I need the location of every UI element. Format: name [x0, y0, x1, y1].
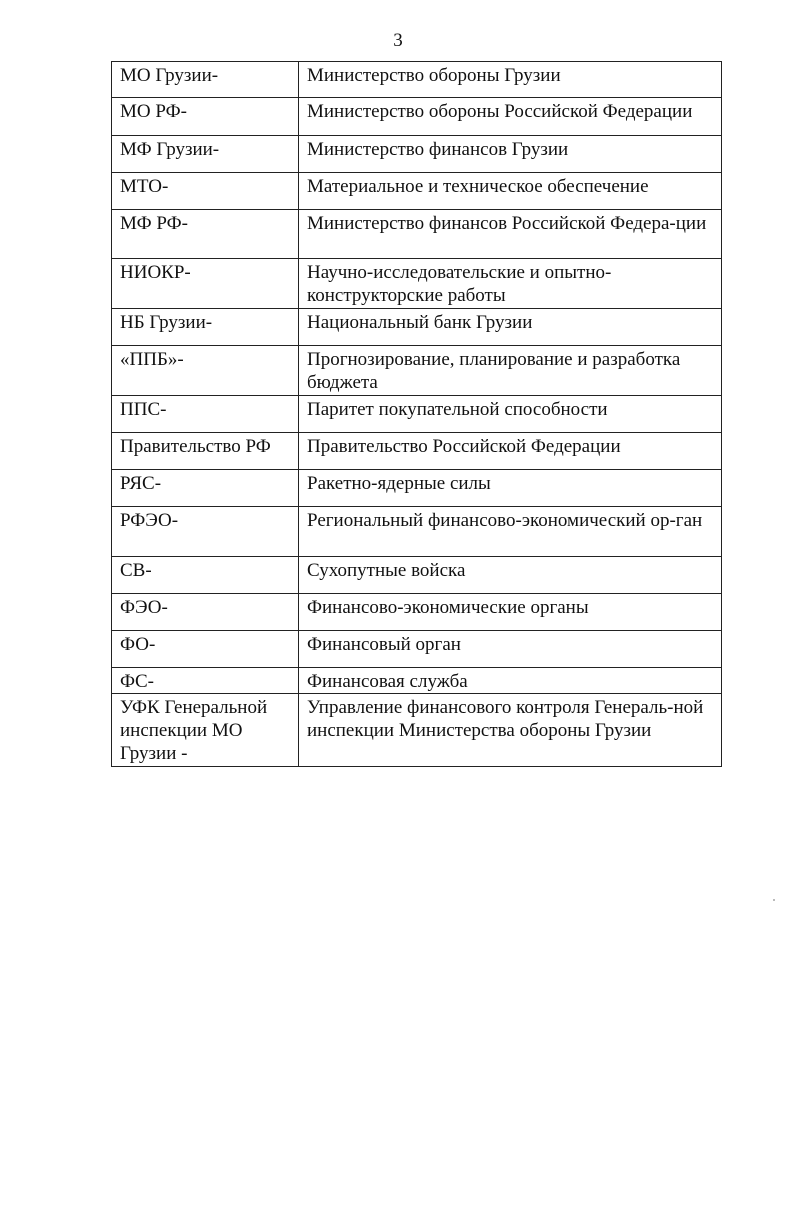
- table-row: [112, 507, 722, 557]
- definition-cell: Правительство Российской Федерации: [299, 433, 722, 470]
- abbreviation-cell: ФС-: [112, 668, 299, 694]
- abbreviation-cell: НИОКР-: [112, 259, 299, 309]
- table-row: [112, 694, 722, 767]
- definition-cell: Финансово-экономические органы: [299, 594, 722, 631]
- definition-cell: Управление финансового контроля Генераль-ной инспекции Министерства обороны Грузии: [299, 694, 722, 767]
- table-row: [112, 433, 722, 470]
- table-row: [112, 210, 722, 259]
- table-row: [112, 309, 722, 346]
- abbreviation-cell: МО РФ-: [112, 98, 299, 136]
- abbreviation-cell: СВ-: [112, 557, 299, 594]
- abbreviation-cell: МФ РФ-: [112, 210, 299, 259]
- abbreviation-cell: ФО-: [112, 631, 299, 668]
- table-row: [112, 631, 722, 668]
- table-row: [112, 98, 722, 136]
- definition-cell: Министерство финансов Российской Федера-ции: [299, 210, 722, 259]
- definition-cell: Министерство обороны Российской Федерации: [299, 98, 722, 136]
- abbreviation-cell: «ППБ»-: [112, 346, 299, 396]
- table-row: [112, 173, 722, 210]
- abbreviation-cell: НБ Грузии-: [112, 309, 299, 346]
- abbreviation-cell: МО Грузии-: [112, 62, 299, 98]
- table-row: [112, 136, 722, 173]
- abbreviation-cell: ФЭО-: [112, 594, 299, 631]
- definition-cell: Министерство обороны Грузии: [299, 62, 722, 98]
- table-row: [112, 594, 722, 631]
- definition-cell: Финансовая служба: [299, 668, 722, 694]
- table-row: [112, 396, 722, 433]
- definition-cell: Министерство финансов Грузии: [299, 136, 722, 173]
- abbreviations-table: [111, 61, 722, 767]
- table-row: [112, 557, 722, 594]
- abbreviation-cell: РФЭО-: [112, 507, 299, 557]
- table-row: [112, 62, 722, 98]
- definition-cell: Региональный финансово-экономический ор-ган: [299, 507, 722, 557]
- table-row: [112, 470, 722, 507]
- abbreviation-cell: МТО-: [112, 173, 299, 210]
- table-row: [112, 259, 722, 309]
- abbreviation-cell: УФК Генеральной инспекции МО Грузии -: [112, 694, 299, 767]
- definition-cell: Ракетно-ядерные силы: [299, 470, 722, 507]
- definition-cell: Материальное и техническое обеспечение: [299, 173, 722, 210]
- abbreviation-cell: РЯС-: [112, 470, 299, 507]
- scan-speck: [773, 899, 775, 901]
- definition-cell: Сухопутные войска: [299, 557, 722, 594]
- definition-cell: Национальный банк Грузии: [299, 309, 722, 346]
- table-row: [112, 668, 722, 694]
- definition-cell: Научно-исследовательские и опытно-конструкторские работы: [299, 259, 722, 309]
- page-number: 3: [393, 30, 403, 51]
- table-row: [112, 346, 722, 396]
- definition-cell: Паритет покупательной способности: [299, 396, 722, 433]
- abbreviation-cell: МФ Грузии-: [112, 136, 299, 173]
- abbreviation-cell: Правительство РФ: [112, 433, 299, 470]
- abbreviation-cell: ППС-: [112, 396, 299, 433]
- definition-cell: Финансовый орган: [299, 631, 722, 668]
- definition-cell: Прогнозирование, планирование и разработка бюджета: [299, 346, 722, 396]
